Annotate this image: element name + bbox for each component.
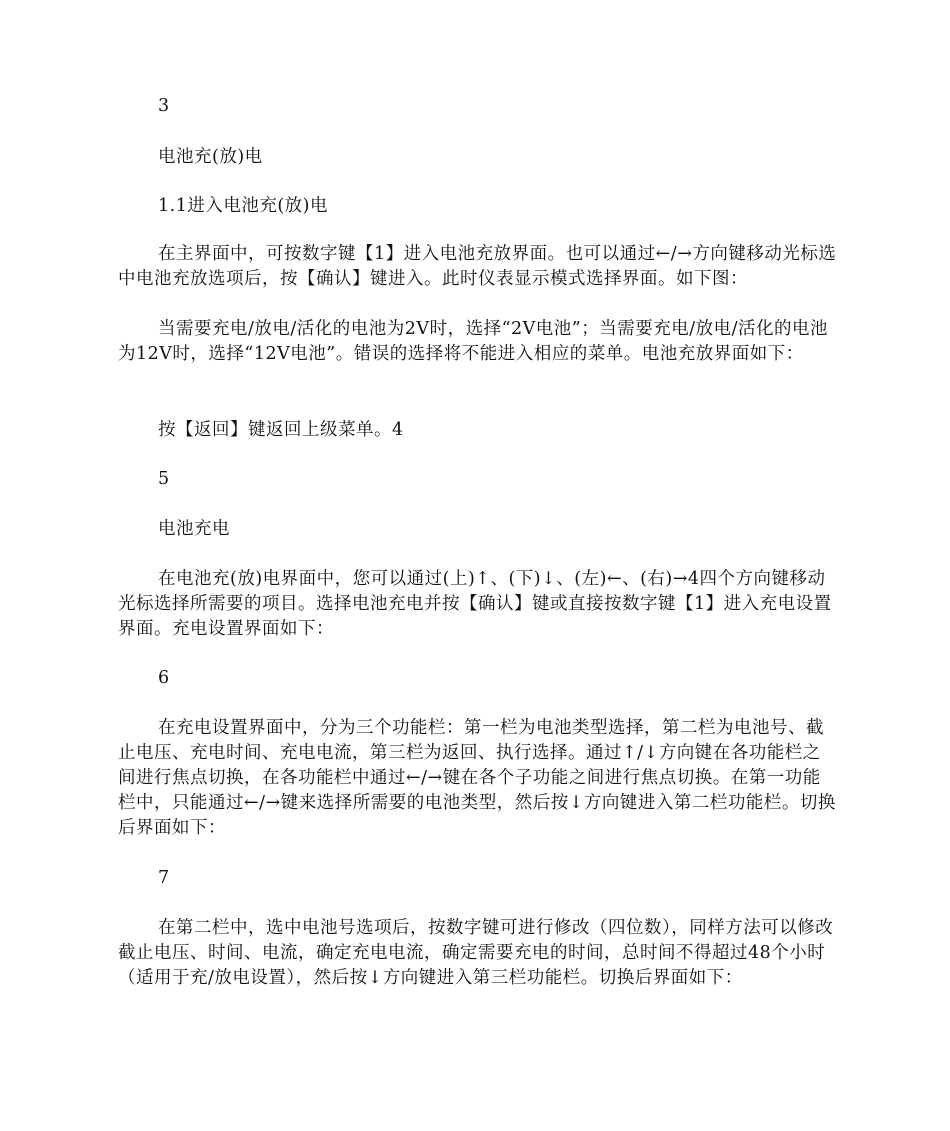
paragraph-return-key: 按【返回】键返回上级菜单。4 (158, 420, 404, 440)
subsection-heading-1-1: 1.1进入电池充(放)电 (158, 196, 328, 216)
paragraph-enter-charge-discharge: 在主界面中，可按数字键【1】进入电池充放界面。也可以通过←/→方向键移动光标选中电池充放选项后，按【确认】键进入。此时仪表显示模式选择界面。如下图： (118, 244, 837, 289)
paragraph-charge-navigation: 在电池充(放)电界面中，您可以通过(上)↑、(下)↓、(左)←、(右)→4四个方向键移动光标选择所需要的项目。选择电池充电并按【确认】键或直接按数字键【1】进入充电设置界面。充电设置界面如下： (118, 569, 832, 639)
page-number-6: 6 (158, 668, 170, 688)
section-heading-battery-charge: 电池充电 (158, 519, 230, 539)
paragraph-charge-settings-columns: 在充电设置界面中，分为三个功能栏：第一栏为电池类型选择，第二栏为电池号、截止电压、充电时间、充电电流，第三栏为返回、执行选择。通过↑/↓方向键在各功能栏之间进行焦点切换，在各功能栏中通过←/→键在各个子功能之间进行焦点切换。在第一功能栏中，只能通过←/→键来选择所需要的电池类型，然后按↓方向键进入第二栏功能栏。切换后界面如下： (118, 718, 836, 838)
paragraph-battery-voltage-select: 当需要充电/放电/活化的电池为2V时，选择“2V电池”；当需要充电/放电/活化的电池为12V时，选择“12V电池”。错误的选择将不能进入相应的菜单。电池充放界面如下： (118, 319, 829, 364)
paragraph-second-column-settings: 在第二栏中，选中电池号选项后，按数字键可进行修改（四位数），同样方法可以修改截止电压、时间、电流，确定充电电流，确定需要充电的时间，总时间不得超过48个小时（适用于充/放电设置），然后按↓方向键进入第三栏功能栏。切换后界面如下： (118, 918, 834, 988)
page-number-3: 3 (158, 96, 170, 116)
page-number-5: 5 (158, 469, 170, 489)
page-number-7: 7 (158, 868, 170, 888)
section-heading-charge-discharge: 电池充(放)电 (158, 147, 263, 167)
